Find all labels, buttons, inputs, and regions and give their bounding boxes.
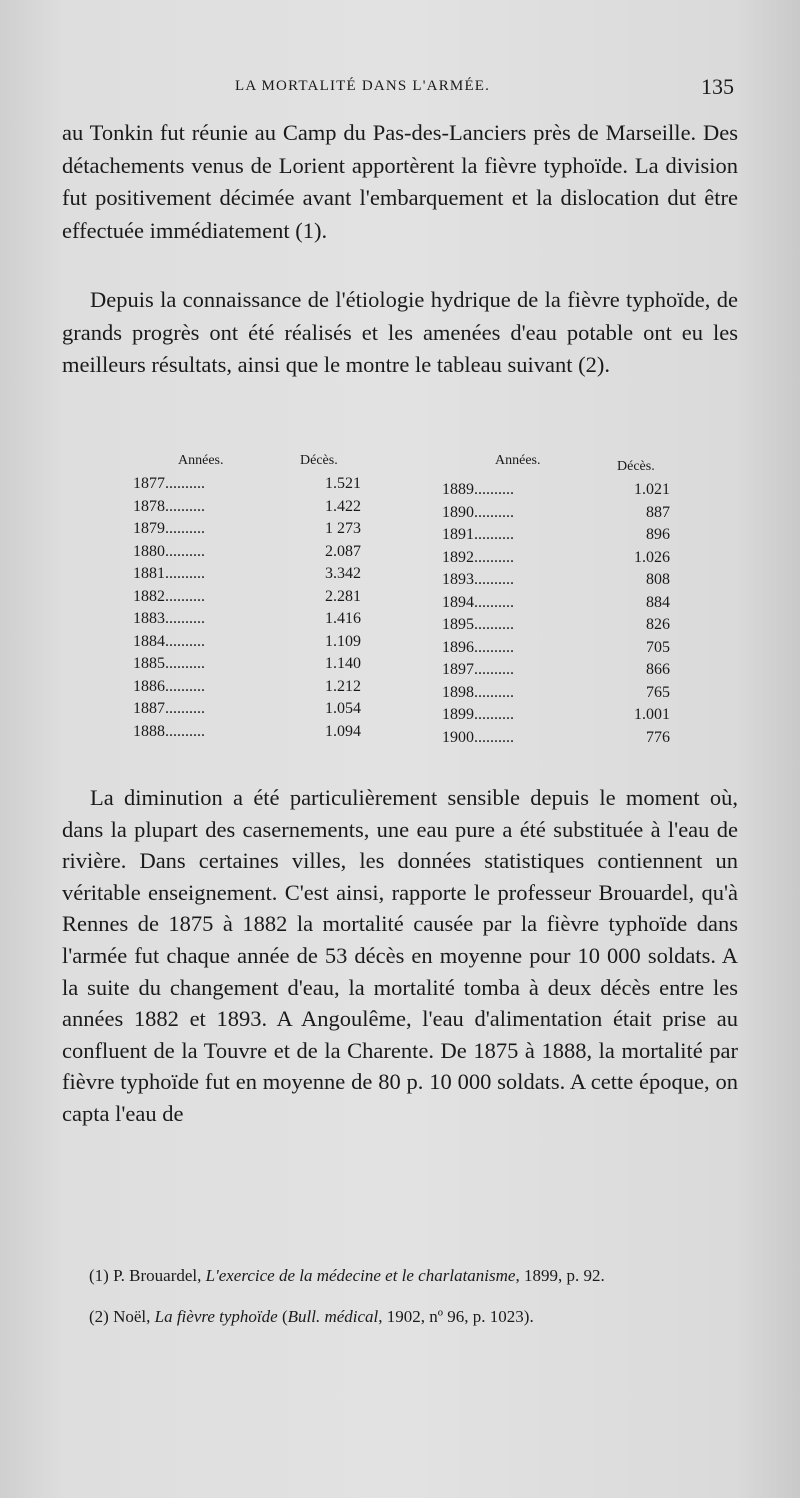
table-deaths: 1.521 [325,475,361,492]
table-header-years-left: Années. [178,453,224,468]
footnote-1-rest: , 1899, p. 92. [515,1266,605,1285]
table-year: 1894.......... [442,593,514,611]
table-year: 1893.......... [442,571,514,588]
table-year: 1883.......... [133,610,205,627]
table-deaths: 1.026 [634,548,670,566]
table-deaths: 887 [646,503,670,521]
paragraph-3: La diminution a été particulièrement sensible depuis le moment où, dans la plupart des casernements, une eau pure a été substituée à l'eau de rivière. Dans certaines villes, les données statistiques contiennent un véritable enseignement. C'est ainsi, rapporte le professeur Brouardel, qu'à Rennes de 1875 à 1882 la mortalité causée par la fièvre typhoïde dans l'armée fut chaque année de 53 décès en moyenne pour 10 000 soldats. A la suite du changement d'eau, la mortalité tomba à deux décès entre les années 1882 et 1893. A Angoulême, l'eau d'alimentation était prise au confluent de la Touvre et de la Charente. De 1875 à 1888, la mortalité par fièvre typhoïde fut en moyenne de 80 p. 10 000 soldats. A cette époque, on capta l'eau de [62,785,738,1126]
table-deaths: 776 [646,728,670,746]
table-row [442,659,670,682]
table-row [442,524,670,547]
table-year: 1878.......... [133,497,205,515]
table-row [442,592,670,615]
table-deaths: 1.021 [634,481,670,498]
table-year: 1898.......... [442,683,514,701]
table-year: 1877.......... [133,475,205,492]
footnote-2-title: La fièvre typhoïde [154,1307,278,1326]
table-deaths: 1.140 [325,655,361,672]
table-year: 1892.......... [442,548,514,566]
table-deaths: 866 [646,661,670,678]
table-year: 1879.......... [133,520,205,537]
table-deaths: 1 273 [325,520,361,537]
table-row [442,614,670,637]
table-deaths: 1.416 [325,610,361,627]
table-deaths: 705 [646,638,670,656]
table-year: 1895.......... [442,616,514,633]
table-year: 1886.......... [133,677,205,695]
table-header-deaths-left: Décès. [300,453,338,468]
table-year: 1897.......... [442,661,514,678]
table-row [133,721,361,744]
table-row [133,496,361,519]
table-row [442,502,670,525]
table-row [133,473,361,496]
footnote-1-ref: (1) P. Brouardel, [89,1266,206,1285]
table-year: 1888.......... [133,722,205,740]
table-deaths: 1.094 [325,722,361,740]
table-year: 1882.......... [133,587,205,605]
table-row [442,547,670,570]
table-deaths: 2.087 [325,542,361,560]
table-header-years-right: Années. [495,453,541,468]
table-row [133,518,361,541]
table-row [133,541,361,564]
table-year: 1899.......... [442,706,514,723]
table-row [442,682,670,705]
table-deaths: 1.422 [325,497,361,515]
table-deaths: 896 [646,526,670,543]
table-year: 1889.......... [442,481,514,498]
table-row [133,676,361,699]
table-row [133,608,361,631]
footnote-2-rest: , 1902, nº 96, p. 1023). [378,1307,534,1326]
table-deaths: 1.001 [634,706,670,723]
table-year: 1896.......... [442,638,514,656]
footnote-2-ref: (2) Noël, [89,1307,155,1326]
footnote-1-title: L'exercice de la médecine et le charlatanisme [205,1266,516,1285]
table-row [133,631,361,654]
paragraph-2: Depuis la connaissance de l'étiologie hydrique de la fièvre typhoïde, de grands progrès ont été réalisés et les amenées d'eau potable ont eu les meilleurs résultats, ainsi que le montre le tableau suivant (2). [62,287,738,377]
table-row [442,479,670,502]
table-row [442,727,670,750]
table-row [133,586,361,609]
table-row [133,698,361,721]
footnote-1 [75,1264,745,1287]
table-row [442,569,670,592]
table-deaths: 1.109 [325,632,361,650]
page-number: 135 [701,74,734,99]
table-deaths: 2.281 [325,587,361,605]
table-deaths: 1.054 [325,700,361,717]
table-year: 1891.......... [442,526,514,543]
footnote-2-journal: Bull. médical [287,1307,379,1326]
table-year: 1881.......... [133,565,205,582]
paragraph-1: au Tonkin fut réunie au Camp du Pas-des-Lanciers près de Marseille. Des détachements venus de Lorient apportèrent la fièvre typhoïde. La division fut positivement décimée avant l'embarquement et la dislocation dut être effectuée immédiatement (1). [62,120,738,243]
table-year: 1900.......... [442,728,514,746]
table-deaths: 826 [646,616,670,633]
footnote-2-paren: ( [277,1307,288,1326]
table-year: 1890.......... [442,503,514,521]
table-deaths: 884 [646,593,670,611]
table-column-left [133,473,361,743]
table-year: 1887.......... [133,700,205,717]
table-year: 1884.......... [133,632,205,650]
table-deaths: 765 [646,683,670,701]
table-column-right [442,479,670,749]
running-header [60,74,740,106]
table-deaths: 1.212 [325,677,361,695]
table-row [442,704,670,727]
table-year: 1880.......... [133,542,205,560]
table-header-deaths-right: Décès. [617,459,655,474]
table-row [442,637,670,660]
running-title: LA MORTALITÉ DANS L'ARMÉE. [235,78,491,94]
table-row [133,653,361,676]
table-deaths: 3.342 [325,565,361,582]
table-deaths: 808 [646,571,670,588]
table-row [133,563,361,586]
footnote-2 [75,1305,759,1328]
table-year: 1885.......... [133,655,205,672]
